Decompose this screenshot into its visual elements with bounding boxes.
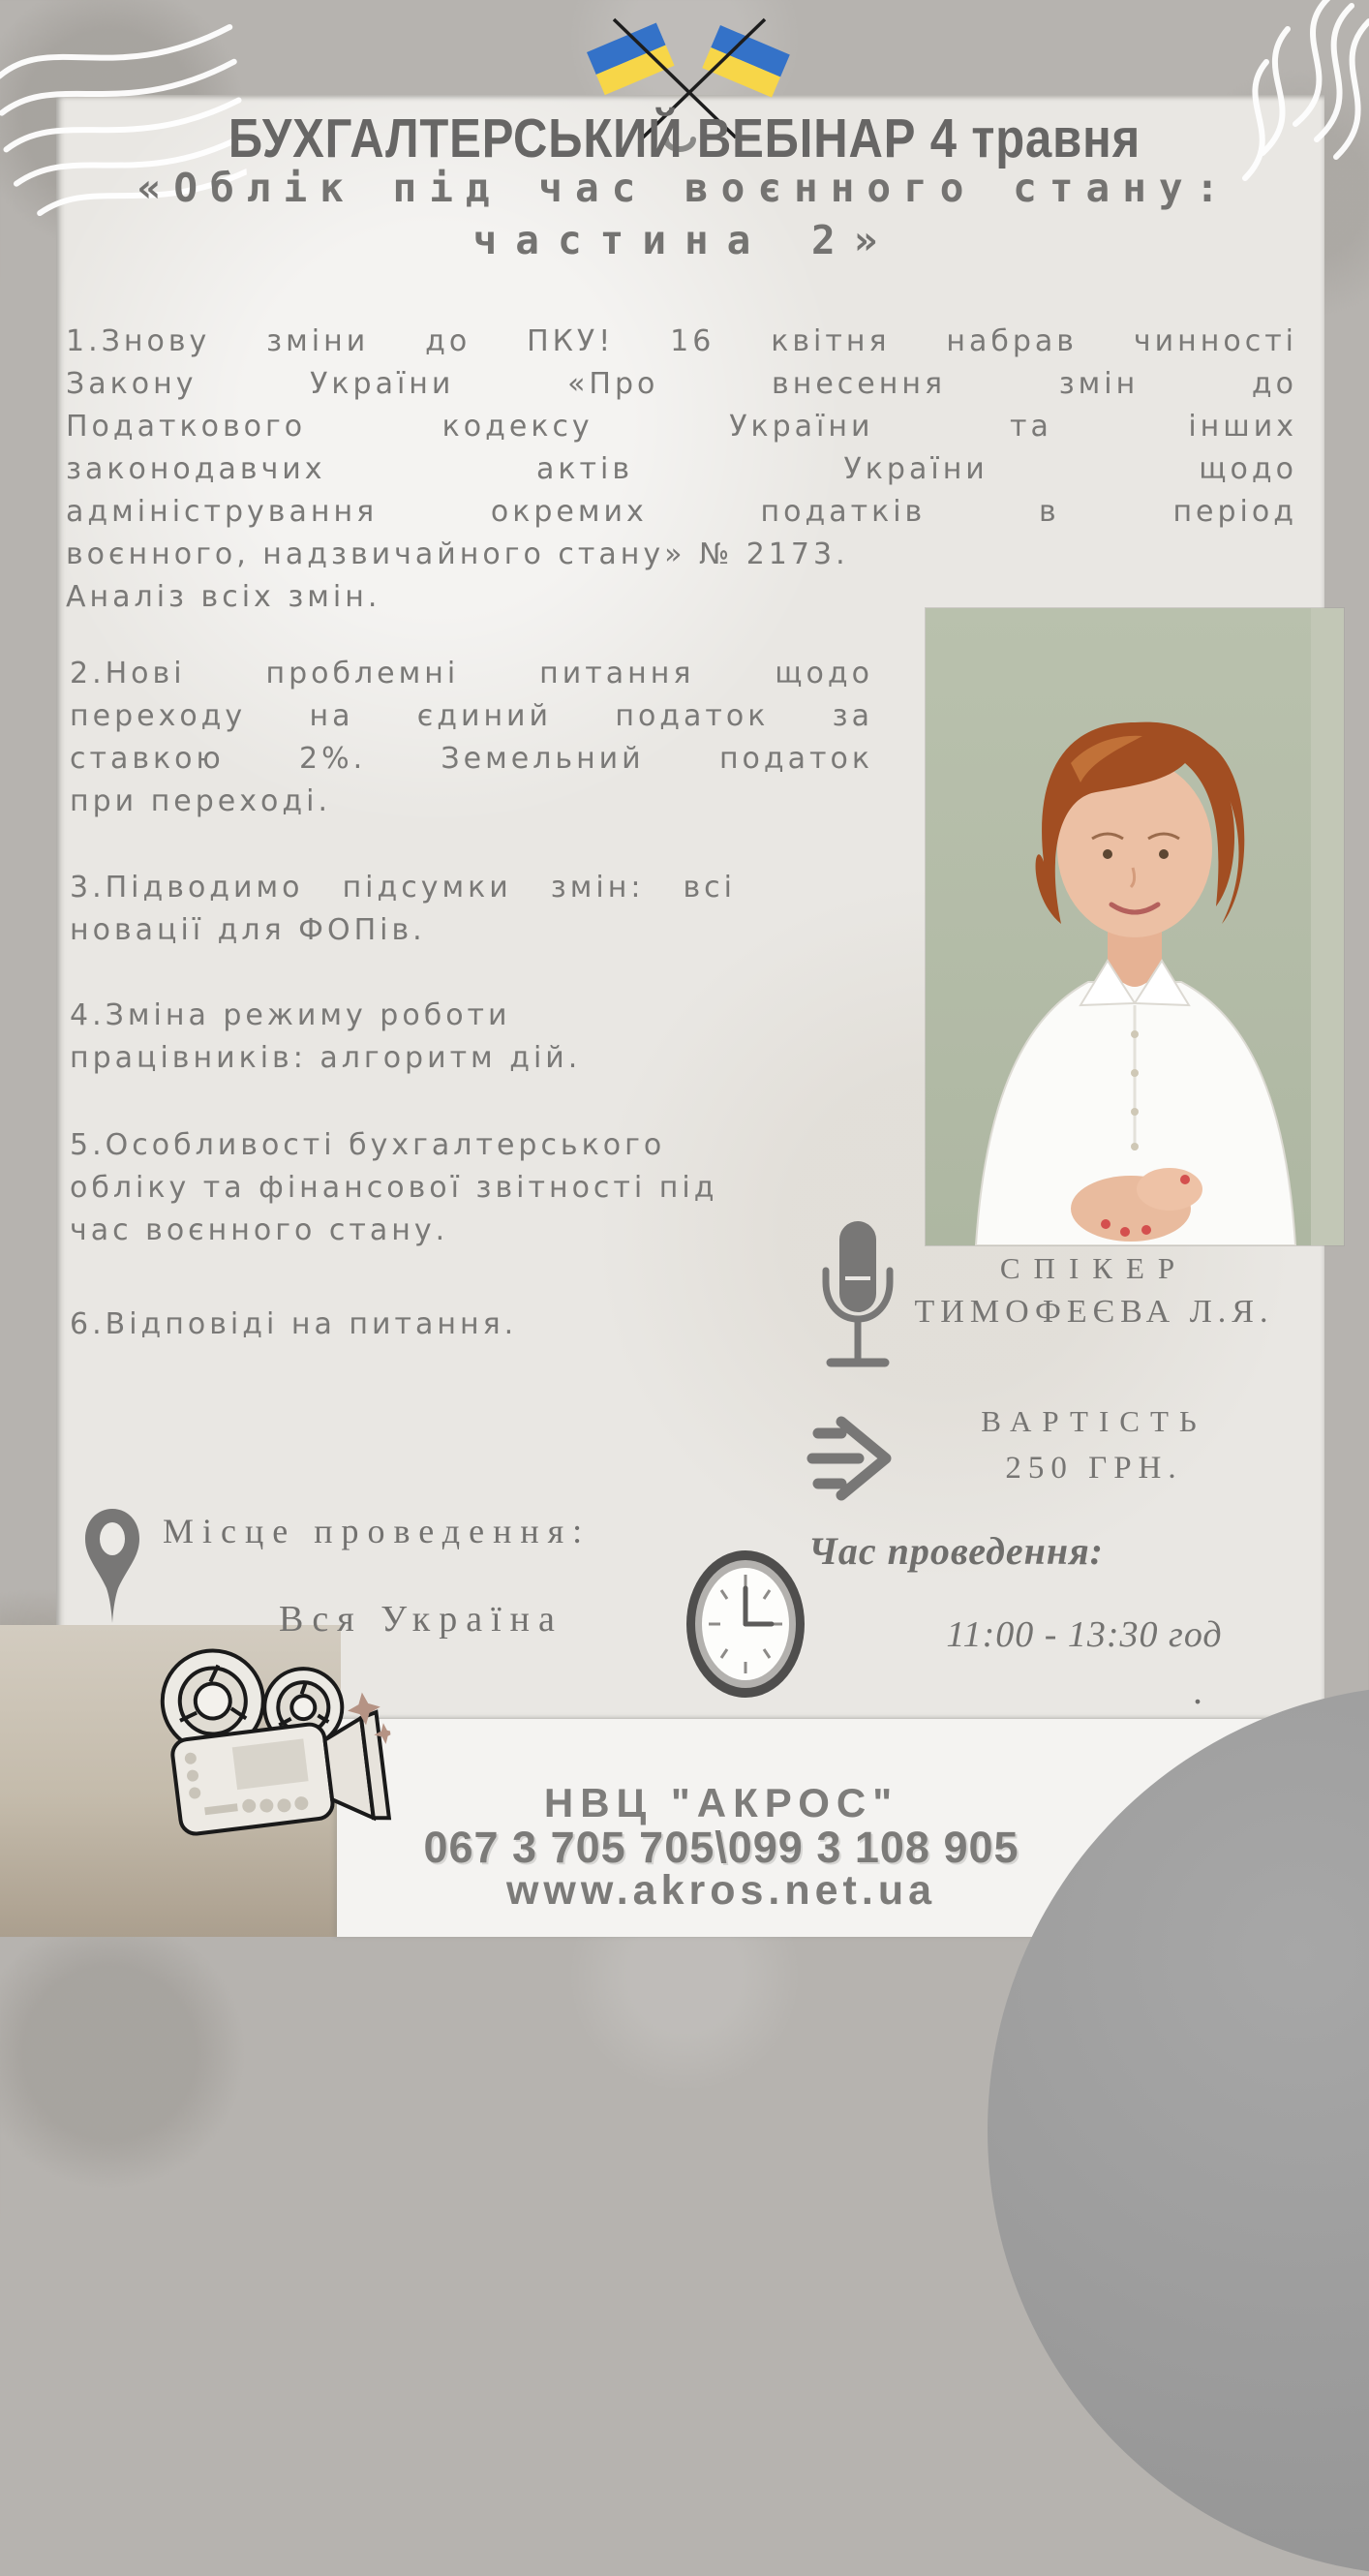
agenda-line: працівників: алгоритм дій. (70, 1041, 582, 1075)
price-value: 250 ГРН. (1005, 1451, 1183, 1486)
agenda-item-1 (66, 321, 1297, 619)
poster-title: БУХГАЛТЕРСЬКИЙ ВЕБІНАР 4 травня (228, 107, 1141, 169)
agenda-line: Аналіз всіх змін. (66, 580, 381, 614)
speaker-name: ТИМОФЕЄВА Л.Я. (914, 1294, 1274, 1330)
agenda-line: 4.Зміна режиму роботи (70, 998, 511, 1032)
time-label: Час проведення: (808, 1529, 1104, 1573)
agenda-line: 1.Знову зміни до ПКУ! 16 квітня набрав чинності (66, 324, 1297, 358)
agenda-item-3 (70, 867, 736, 952)
agenda-line: 6.Відповіді на питання. (70, 1307, 518, 1341)
agenda-line: адміністрування окремих податків в період (66, 495, 1297, 529)
agenda-line: ставкою 2%. Земельний податок (70, 742, 873, 776)
agenda-line: 5.Особливості бухгалтерського (70, 1128, 666, 1162)
double-arrow-right-icon (806, 1412, 896, 1507)
time-value: 11:00 - 13:30 год (946, 1614, 1223, 1655)
agenda-line: переходу на єдиний податок за (70, 699, 873, 733)
agenda-item-6 (70, 1303, 864, 1346)
agenda-line: обліку та фінансової звітності під (70, 1171, 718, 1205)
venue-label: Місце проведення: (163, 1512, 592, 1550)
agenda-item-4 (70, 995, 864, 1080)
price-label: ВАРТІСТЬ (981, 1404, 1207, 1438)
poster-subtitle-line2: частина 2» (472, 217, 897, 263)
clock-icon (683, 1546, 808, 1702)
poster-subtitle-line1: «Облік під час воєнного стану: (137, 165, 1232, 211)
agenda-line: час воєнного стану. (70, 1213, 449, 1247)
agenda-line: воєнного, надзвичайного стану» № 2173. (66, 537, 849, 571)
footer-website: www.akros.net.ua (505, 1867, 936, 1914)
agenda-line: 2.Нові проблемні питання щодо (70, 657, 873, 690)
agenda-line: Податкового кодексу України та інших (66, 410, 1297, 444)
agenda-line: Закону України «Про внесення змін до (66, 367, 1297, 401)
agenda-line: при переході. (70, 784, 331, 818)
speaker-label: СПІКЕР (999, 1251, 1189, 1285)
time-dot: . (1193, 1669, 1202, 1712)
agenda-line: законодавчих актів України щодо (66, 452, 1297, 486)
venue-value: Вся Україна (279, 1599, 563, 1640)
agenda-item-5 (70, 1124, 922, 1252)
agenda-item-2 (70, 653, 873, 823)
agenda-line: новації для ФОПів. (70, 913, 426, 947)
footer-phones: 067 3 705 705\099 3 108 905 (423, 1823, 1019, 1872)
speaker-photo (926, 608, 1344, 1245)
location-pin-icon (82, 1507, 142, 1631)
agenda-line: 3.Підводимо підсумки змін: всі (70, 871, 736, 905)
footer-organization: НВЦ "АКРОС" (543, 1780, 899, 1825)
